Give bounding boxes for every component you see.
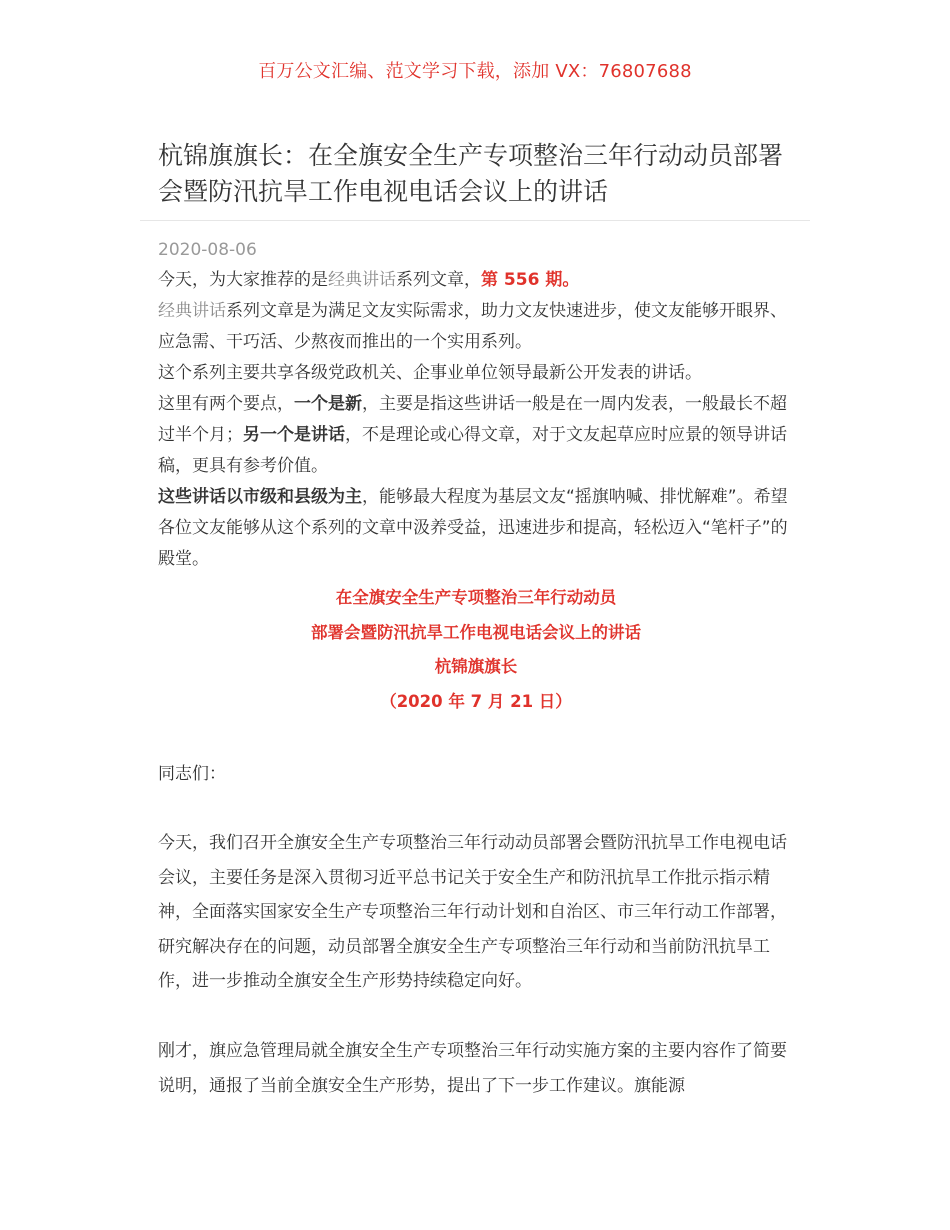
speech-speaker: 杭锦旗旗长 xyxy=(434,657,518,676)
intro-text: 今天，为大家推荐的是 xyxy=(158,270,328,290)
intro-section xyxy=(158,265,794,719)
intro-text: ，不是理论或心得文章，对于文友起草应时应景的领导讲话稿，更具有参考价值。 xyxy=(158,425,787,476)
speech-salutation-block xyxy=(158,757,794,792)
speech-salutation: 同志们： xyxy=(158,764,226,784)
promo-banner: 百万公文汇编、范文学习下载，添加 VX：76807688 xyxy=(258,61,692,82)
speech-paragraph-1: 今天，我们召开全旗安全生产专项整治三年行动动员部署会暨防汛抗旱工作电视电话会议，主要任务是深入贯彻习近平总书记关于安全生产和防汛抗旱工作批示指示精神，全面落实国家安全生产专项整治三年行动计划和自治区、市三年行动工作部署，研究解决存在的问题，动员部署全旗安全生产专项整治三年行动和当前防汛抗旱工作，进一步推动全旗安全生产形势持续稳定向好。 xyxy=(158,833,787,991)
issue-number: 第 556 期。 xyxy=(481,270,580,290)
intro-text: ，能够最大程度为基层文友“摇旗呐喊、排忧解难”。希望各位文友能够从这个系列的文章中汲养受益，迅速进步和提高，轻松迈入“笔杆子”的殿堂。 xyxy=(158,487,788,569)
key-point-level: 这些讲话以市级和县级为主 xyxy=(158,487,362,507)
title-divider xyxy=(140,220,810,221)
intro-paragraph-1 xyxy=(158,265,794,296)
speech-title-line-1: 在全旗安全生产专项整治三年行动动员 xyxy=(335,588,617,607)
intro-text: 系列文章， xyxy=(396,270,481,290)
speech-title-line-2: 部署会暨防汛抗旱工作电视电话会议上的讲话 xyxy=(311,622,641,642)
series-name: 经典讲话 xyxy=(328,270,396,290)
speech-paragraph-1-block xyxy=(158,826,794,999)
intro-paragraph-5 xyxy=(158,482,794,575)
intro-paragraph-2 xyxy=(158,296,794,358)
intro-paragraph-3: 这个系列主要共享各级党政机关、企事业单位领导最新公开发表的讲话。 xyxy=(158,363,702,383)
article-title: 杭锦旗旗长：在全旗安全生产专项整治三年行动动员部署会暨防汛抗旱工作电视电话会议上的讲话 xyxy=(158,141,784,206)
speech-paragraph-2-block xyxy=(158,1034,794,1103)
publish-date: 2020-08-06 xyxy=(158,240,257,260)
key-point-speech: 另一个是讲话 xyxy=(243,425,345,445)
speech-paragraph-2: 刚才，旗应急管理局就全旗安全生产专项整治三年行动实施方案的主要内容作了简要说明，通报了当前全旗安全生产形势，提出了下一步工作建议。旗能源 xyxy=(158,1041,787,1096)
series-name: 经典讲话 xyxy=(158,301,226,321)
key-point-new: 一个是新 xyxy=(294,394,362,414)
intro-text: 这里有两个要点， xyxy=(158,394,294,414)
speech-date: （2020 年 7 月 21 日） xyxy=(380,691,572,711)
intro-paragraph-4 xyxy=(158,389,794,482)
intro-text: 系列文章是为满足文友实际需求，助力文友快速进步，使文友能够开眼界、应急需、干巧活、少熬夜而推出的一个实用系列。 xyxy=(158,301,787,352)
intro-text: ，主要是指这些讲话一般是在一周内发表，一般最长不超过半个月； xyxy=(158,394,787,445)
speech-heading xyxy=(158,581,794,719)
